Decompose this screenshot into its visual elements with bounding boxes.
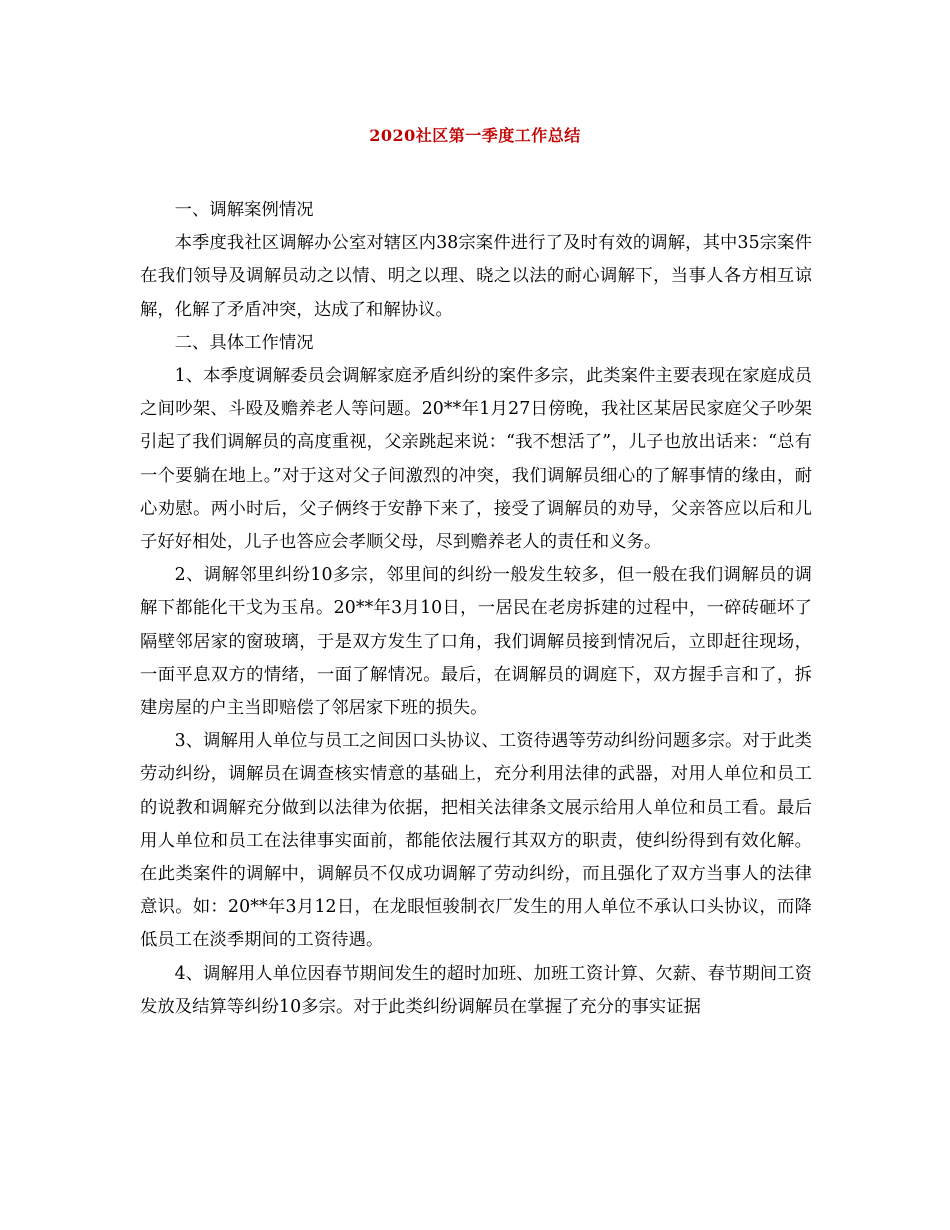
body-paragraph: 4、调解用人单位因春节期间发生的超时加班、加班工资计算、欠薪、春节期间工资发放及结算等纠纷10多宗。对于此类纠纷调解员在掌握了充分的事实证据	[140, 963, 812, 1017]
body-paragraph: 1、本季度调解委员会调解家庭矛盾纠纷的案件多宗，此类案件主要表现在家庭成员之间吵架、斗殴及赡养老人等问题。20**年1月27日傍晚，我社区某居民家庭父子吵架引起了我们调解员的高度重视，父亲跳起来说：“我不想活了”，儿子也放出话来：“总有一个要躺在地上。”对于这对父子间激烈的冲突，我们调解员细心的了解事情的缘由，耐心劝慰。两小时后，父子俩终于安静下来了，接受了调解员的劝导，父亲答应以后和儿子好好相处，儿子也答应会孝顺父母，尽到赡养老人的责任和义务。	[140, 366, 812, 553]
section-heading: 二、具体工作情况	[174, 332, 314, 353]
body-paragraph: 本季度我社区调解办公室对辖区内38宗案件进行了及时有效的调解，其中35宗案件在我们领导及调解员动之以情、明之以理、晓之以法的耐心调解下，当事人各方相互谅解，化解了矛盾冲突，达成了和解协议。	[140, 233, 812, 320]
document-title: 2020社区第一季度工作总结	[369, 126, 581, 145]
section-heading: 一、调解案例情况	[174, 200, 314, 220]
document-body	[140, 194, 812, 1024]
body-paragraph: 2、调解邻里纠纷10多宗，邻里间的纠纷一般发生较多，但一般在我们调解员的调解下都能化干戈为玉帛。20**年3月10日，一居民在老房拆建的过程中，一碎砖砸坏了隔壁邻居家的窗玻璃，于是双方发生了口角，我们调解员接到情况后，立即赶往现场，一面平息双方的情绪，一面了解情况。最后，在调解员的调庭下，双方握手言和了，拆建房屋的户主当即赔偿了邻居家下班的损失。	[140, 565, 812, 719]
body-paragraph: 3、调解用人单位与员工之间因口头协议、工资待遇等劳动纠纷问题多宗。对于此类劳动纠纷，调解员在调查核实情意的基础上，充分利用法律的武器，对用人单位和员工的说教和调解充分做到以法律为依据，把相关法律条文展示给用人单位和员工看。最后用人单位和员工在法律事实面前，都能依法履行其双方的职责，使纠纷得到有效化解。在此类案件的调解中，调解员不仅成功调解了劳动纠纷，而且强化了双方当事人的法律意识。如：20**年3月12日，在龙眼恒骏制衣厂发生的用人单位不承认口头协议，而降低员工在淡季期间的工资待遇。	[140, 731, 812, 951]
